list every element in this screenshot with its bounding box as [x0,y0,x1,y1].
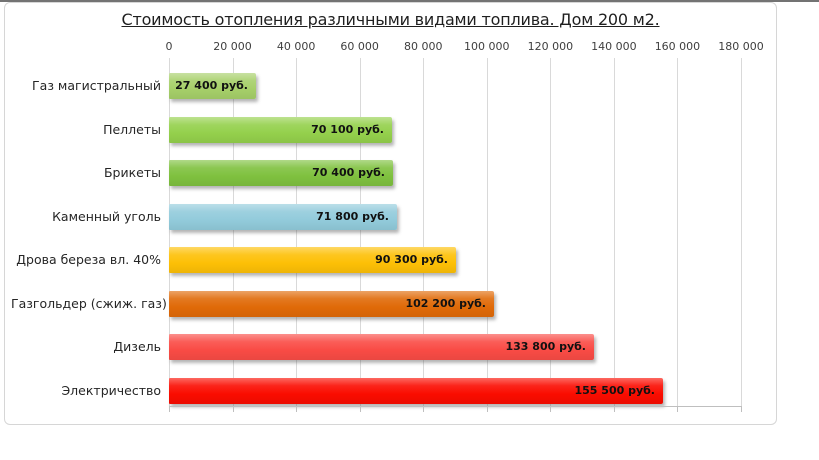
x-tick-label: 60 000 [340,40,379,53]
bar-value-label: 102 200 руб. [405,296,486,310]
bar-value-label: 70 400 руб. [312,166,385,179]
chart-title: Стоимость отопления различными видами топлива. Дом 200 м2. [121,10,660,29]
bar [169,247,456,273]
category-label: Брикеты [103,165,161,180]
x-tick-label: 140 000 [591,40,637,53]
bar-value-label: 70 100 руб. [311,122,384,136]
bar [169,117,392,143]
bar [169,334,594,360]
category-label: Дизель [113,339,161,354]
x-tick-label: 180 000 [718,40,764,53]
category-label: Газ магистральный [32,78,161,93]
x-tick-label: 40 000 [276,40,316,53]
x-tick-label: 20 000 [213,40,252,53]
category-label: Пеллеты [103,121,161,137]
bar [169,160,393,186]
x-axis-line [169,406,742,407]
bar-value-label: 133 800 руб. [505,340,586,353]
bar [169,291,494,317]
bar [169,73,256,99]
bar [169,378,663,404]
gridline [677,58,678,406]
x-tick-label: 0 [165,40,173,53]
x-tick-label: 160 000 [654,40,701,53]
bar [169,204,397,230]
gridline [614,58,615,406]
bar-value-label: 90 300 руб. [375,253,448,266]
category-label: Каменный уголь [52,208,161,224]
x-tick-label: 100 000 [464,40,510,53]
category-label: Газгольдер (сжиж. газ) [11,295,167,311]
x-tick-label: 80 000 [403,40,443,53]
category-label: Электричество [61,382,161,398]
category-label: Дрова береза вл. 40% [16,252,161,267]
gridline [741,58,742,406]
bar-value-label: 155 500 руб. [574,383,655,397]
bar-value-label: 27 400 руб. [175,79,248,92]
x-tick-label: 120 000 [527,40,574,53]
chart-frame [4,2,777,425]
bar-value-label: 71 800 руб. [316,209,389,223]
